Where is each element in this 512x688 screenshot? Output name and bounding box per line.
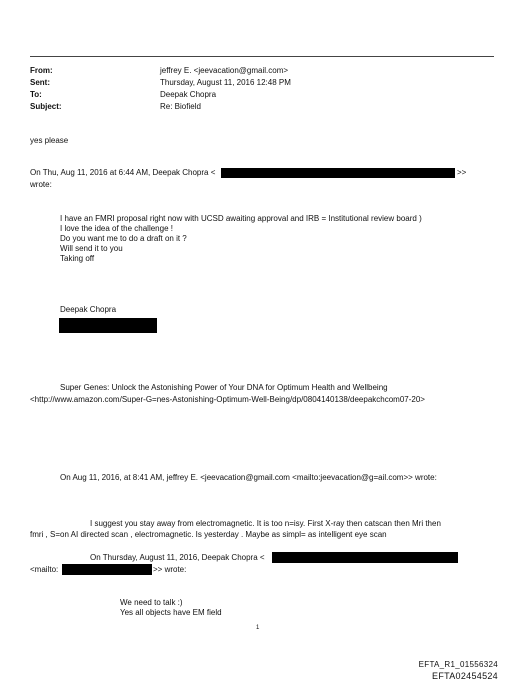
quote2-line: fmri , S=on AI directed scan , electromagnetic. Is yesterday . Maybe as simpl= as intelligent eye scan xyxy=(30,530,387,539)
redaction-box xyxy=(59,318,157,333)
sent-label: Sent: xyxy=(30,78,50,87)
sent-value: Thursday, August 11, 2016 12:48 PM xyxy=(160,78,291,87)
bates-number-2: EFTA02454524 xyxy=(432,671,498,681)
signature-name: Deepak Chopra xyxy=(60,305,117,314)
redaction-box xyxy=(272,552,458,563)
header-rule xyxy=(30,56,494,57)
subject-value: Re: Biofield xyxy=(160,102,201,111)
bates-number-1: EFTA_R1_01556324 xyxy=(418,660,498,669)
redaction-box xyxy=(221,168,455,178)
quote3-body xyxy=(120,598,222,618)
redaction-box xyxy=(62,564,152,575)
quote1-intro: On Thu, Aug 11, 2016 at 6:44 AM, Deepak Chopra < xyxy=(30,168,216,177)
quote3-line: Yes all objects have EM field xyxy=(120,608,222,617)
book-url: <http://www.amazon.com/Super-G=nes-Astonishing-Optimum-Well-Being/dp/0804140138/deepakchcom07-20> xyxy=(30,395,425,404)
quote1-intro-end: >> xyxy=(457,168,467,177)
quote1-body xyxy=(60,214,422,264)
quote3-line: We need to talk :) xyxy=(120,598,183,607)
book-title: Super Genes: Unlock the Astonishing Power of Your DNA for Optimum Health and Wellbeing xyxy=(60,383,388,392)
quote1-line: I have an FMRI proposal right now with UCSD awaiting approval and IRB = Institutional review board ) xyxy=(60,214,422,223)
from-label: From: xyxy=(30,66,53,75)
page-number: 1 xyxy=(256,625,260,631)
quote3-wrote: >> wrote: xyxy=(153,565,187,574)
from-value: jeffrey E. <jeevacation@gmail.com> xyxy=(160,66,289,75)
quote1-wrote: wrote: xyxy=(30,180,52,189)
reply-text: yes please xyxy=(30,136,69,145)
quote1-line: I love the idea of the challenge ! xyxy=(60,224,173,233)
quote3-mailto: <mailto: xyxy=(30,565,59,574)
to-value: Deepak Chopra xyxy=(160,90,217,99)
quote2-line: I suggest you stay away from electromagnetic. It is too n=isy. First X-ray then catscan then Mri then xyxy=(90,519,441,528)
subject-label: Subject: xyxy=(30,102,62,111)
quote3-intro: On Thursday, August 11, 2016, Deepak Chopra < xyxy=(90,553,265,562)
quote1-line: Taking off xyxy=(60,254,95,263)
quote2-intro: On Aug 11, 2016, at 8:41 AM, jeffrey E. <jeevacation@gmail.com <mailto:jeevacation@g=ail.com>> wrote: xyxy=(60,473,437,482)
quote1-line: Do you want me to do a draft on it ? xyxy=(60,234,187,243)
quote1-line: Will send it to you xyxy=(60,244,123,253)
to-label: To: xyxy=(30,90,42,99)
